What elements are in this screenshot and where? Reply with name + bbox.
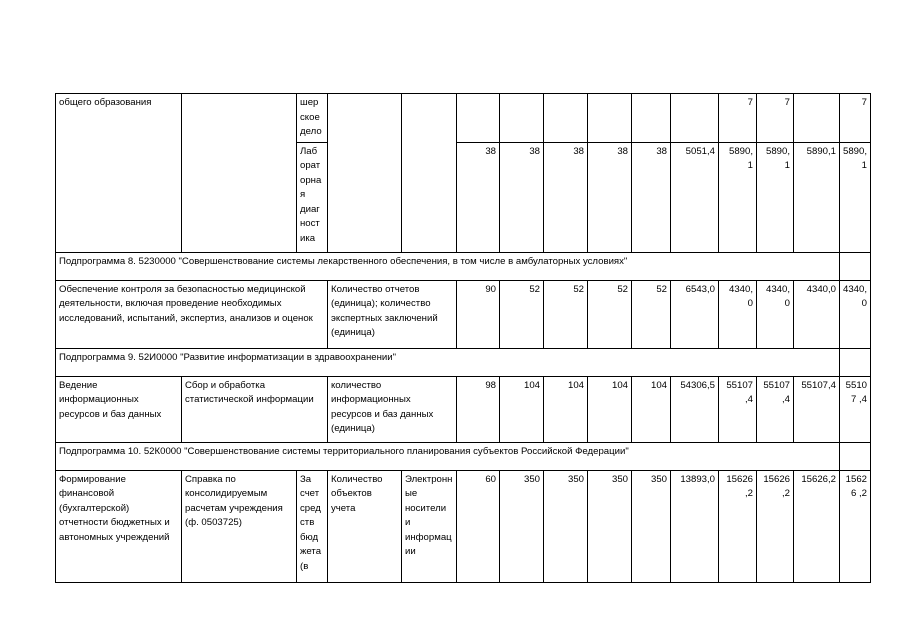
- activity-cell: [56, 142, 182, 252]
- activity-cell: Формирование финансовой (бухгалтерской) отчетности бюджетных и автономных учреждений: [56, 470, 182, 582]
- value-cell: 38: [457, 142, 500, 252]
- value-cell: 4340, 0: [840, 280, 871, 348]
- value-cell: 15626 ,2: [719, 470, 757, 582]
- form-cell: [402, 94, 457, 143]
- value-cell: 55107 ,4: [719, 376, 757, 442]
- value-cell: 38: [544, 142, 588, 252]
- value-cell: 15626,2: [794, 470, 840, 582]
- table-row: [56, 94, 871, 143]
- value-cell: 6543,0: [671, 280, 719, 348]
- value-cell: 350: [500, 470, 544, 582]
- form-cell: [402, 142, 457, 252]
- indicator-cell: [328, 94, 402, 143]
- value-cell: 5890, 1: [840, 142, 871, 252]
- value-cell: 90: [457, 280, 500, 348]
- value-cell: [544, 94, 588, 143]
- value-cell: 4340, 0: [719, 280, 757, 348]
- value-cell: 7: [757, 94, 794, 143]
- indicator-cell: [328, 142, 402, 252]
- empty-cell: [840, 252, 871, 280]
- budget-table: [55, 93, 871, 583]
- table-row: [56, 470, 871, 582]
- work-cell: Справка по консолидируемым расчетам учреждения (ф. 0503725): [182, 470, 297, 582]
- indicator-cell: количество информационных ресурсов и баз данных (единица): [328, 376, 457, 442]
- table-row: [56, 376, 871, 442]
- value-cell: 5890,1: [794, 142, 840, 252]
- value-cell: 38: [500, 142, 544, 252]
- activity-cell: общего образования: [56, 94, 182, 143]
- value-cell: 104: [632, 376, 671, 442]
- form-cell: Электронные носители и информации: [402, 470, 457, 582]
- value-cell: [671, 94, 719, 143]
- value-cell: 98: [457, 376, 500, 442]
- value-cell: 5890, 1: [757, 142, 794, 252]
- value-cell: 4340, 0: [757, 280, 794, 348]
- table-row: [56, 142, 871, 252]
- value-cell: 7: [840, 94, 871, 143]
- subprogram-row: [56, 252, 871, 280]
- subprogram-row: [56, 348, 871, 376]
- value-cell: 38: [632, 142, 671, 252]
- source-cell: За счет средств бюджета (в: [297, 470, 328, 582]
- subprogram-title: Подпрограмма 8. 5230000 "Совершенствование системы лекарственного обеспечения, в том числе в амбулаторных условиях": [56, 252, 840, 280]
- value-cell: 52: [588, 280, 632, 348]
- value-cell: 7: [719, 94, 757, 143]
- value-cell: [500, 94, 544, 143]
- value-cell: 4340,0: [794, 280, 840, 348]
- value-cell: [794, 94, 840, 143]
- value-cell: 5890, 1: [719, 142, 757, 252]
- value-cell: 55107 ,4: [840, 376, 871, 442]
- value-cell: 350: [544, 470, 588, 582]
- value-cell: 60: [457, 470, 500, 582]
- value-cell: 38: [588, 142, 632, 252]
- value-cell: 5051,4: [671, 142, 719, 252]
- value-cell: [588, 94, 632, 143]
- value-cell: 350: [588, 470, 632, 582]
- subprogram-row: [56, 442, 871, 470]
- value-cell: 104: [544, 376, 588, 442]
- value-cell: 52: [500, 280, 544, 348]
- work-cell: [182, 94, 297, 143]
- value-cell: [457, 94, 500, 143]
- value-cell: 54306,5: [671, 376, 719, 442]
- work-cell: Сбор и обработка статистической информации: [182, 376, 328, 442]
- value-cell: 104: [500, 376, 544, 442]
- work-cell: [182, 142, 297, 252]
- indicator-cell: Количество отчетов (единица); количество экспертных заключений (единица): [328, 280, 457, 348]
- value-cell: 52: [544, 280, 588, 348]
- subprogram-title: Подпрограмма 10. 52К0000 "Совершенствование системы территориального планирования субъектов Российской Федерации": [56, 442, 840, 470]
- value-cell: 13893,0: [671, 470, 719, 582]
- value-cell: 15626 ,2: [840, 470, 871, 582]
- indicator-cell: Количество объектов учета: [328, 470, 402, 582]
- value-cell: [632, 94, 671, 143]
- subprogram-title: Подпрограмма 9. 52И0000 "Развитие информатизации в здравоохранении": [56, 348, 840, 376]
- value-cell: 15626 ,2: [757, 470, 794, 582]
- value-cell: 104: [588, 376, 632, 442]
- activity-cell: Обеспечение контроля за безопасностью медицинской деятельности, включая проведение необходимых исследований, испытаний, экспертиз, анализов и оценок: [56, 280, 328, 348]
- unit-cell: Лаб орат орна я диаг ност ика: [297, 142, 328, 252]
- unit-cell: шер ское дело: [297, 94, 328, 143]
- value-cell: 55107,4: [794, 376, 840, 442]
- value-cell: 55107 ,4: [757, 376, 794, 442]
- activity-cell: Ведение информационных ресурсов и баз данных: [56, 376, 182, 442]
- empty-cell: [840, 348, 871, 376]
- value-cell: 52: [632, 280, 671, 348]
- table-row: [56, 280, 871, 348]
- value-cell: 350: [632, 470, 671, 582]
- empty-cell: [840, 442, 871, 470]
